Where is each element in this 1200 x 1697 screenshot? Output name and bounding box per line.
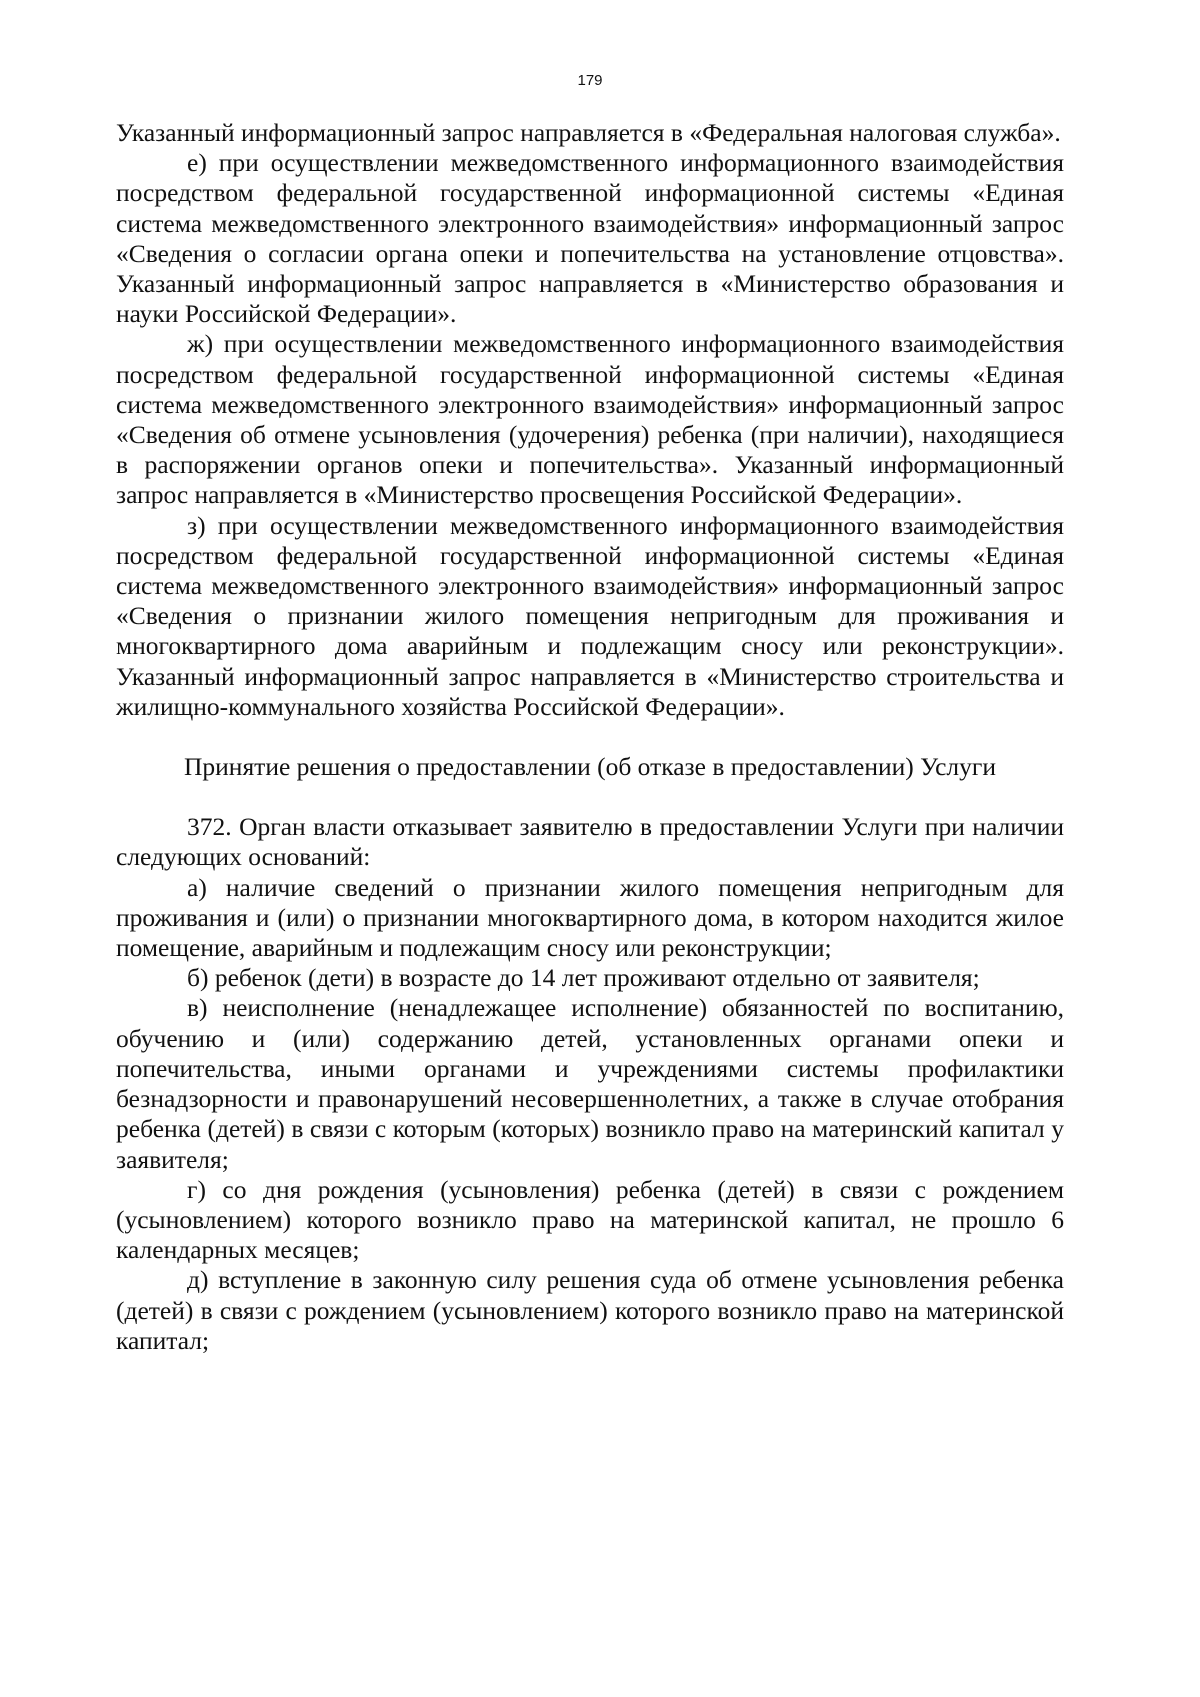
- paragraph-item-zh: ж) при осуществлении межведомственного информационного взаимодействия посредством федеральной государственной информационной системы «Единая система межведомственного электронного взаимодействия» информационный запрос «Сведения об отмене усыновления (удочерения) ребенка (при наличии), находящиеся в распоряжении органов опеки и попечительства». Указанный информационный запрос направляется в «Министерство просвещения Российской Федерации».: [116, 329, 1064, 510]
- paragraph-item-g: г) со дня рождения (усыновления) ребенка (детей) в связи с рождением (усыновлением) которого возникло право на материнской капитал, не прошло 6 календарных месяцев;: [116, 1174, 1064, 1265]
- paragraph-item-d: д) вступление в законную силу решения суда об отмене усыновления ребенка (детей) в связи с рождением (усыновлением) которого возникло право на материнской капитал;: [116, 1265, 1064, 1355]
- document-body: [116, 118, 1064, 1356]
- page-number: 179: [577, 72, 603, 89]
- document-page: [116, 0, 1064, 1697]
- paragraph-372: 372. Орган власти отказывает заявителю в предоставлении Услуги при наличии следующих оснований:: [116, 812, 1064, 872]
- paragraph-item-b: б) ребенок (дети) в возрасте до 14 лет проживают отдельно от заявителя;: [187, 963, 980, 993]
- paragraph-item-e: е) при осуществлении межведомственного информационного взаимодействия посредством федеральной государственной информационной системы «Единая система межведомственного электронного взаимодействия» информационный запрос «Сведения о согласии органа опеки и попечительства на установление отцовства». Указанный информационный запрос направляется в «Министерство образования и науки Российской Федерации».: [116, 148, 1064, 329]
- paragraph-item-v: в) неисполнение (ненадлежащее исполнение) обязанностей по воспитанию, обучению и (или) содержанию детей, установленных органами опеки и попечительства, иными органами и учреждениями системы профилактики безнадзорности и правонарушений несовершеннолетних, а также в случае отобрания ребенка (детей) в связи с которым (которых) возникло право на материнский капитал у заявителя;: [116, 993, 1064, 1174]
- paragraph-item-z: з) при осуществлении межведомственного информационного взаимодействия посредством федеральной государственной информационной системы «Единая система межведомственного электронного взаимодействия» информационный запрос «Сведения о признании жилого помещения непригодным для проживания и многоквартирного дома аварийным и подлежащим сносу или реконструкции». Указанный информационный запрос направляется в «Министерство строительства и жилищно-коммунального хозяйства Российской Федерации».: [116, 510, 1064, 721]
- paragraph-item-a: а) наличие сведений о признании жилого помещения непригодным для проживания и (или) о признании многоквартирного дома, в котором находится жилое помещение, аварийным и подлежащим сносу или реконструкции;: [116, 872, 1064, 963]
- section-heading: Принятие решения о предоставлении (об отказе в предоставлении) Услуги: [183, 752, 997, 782]
- paragraph-tax-service-request: Указанный информационный запрос направляется в «Федеральная налоговая служба».: [116, 118, 1061, 147]
